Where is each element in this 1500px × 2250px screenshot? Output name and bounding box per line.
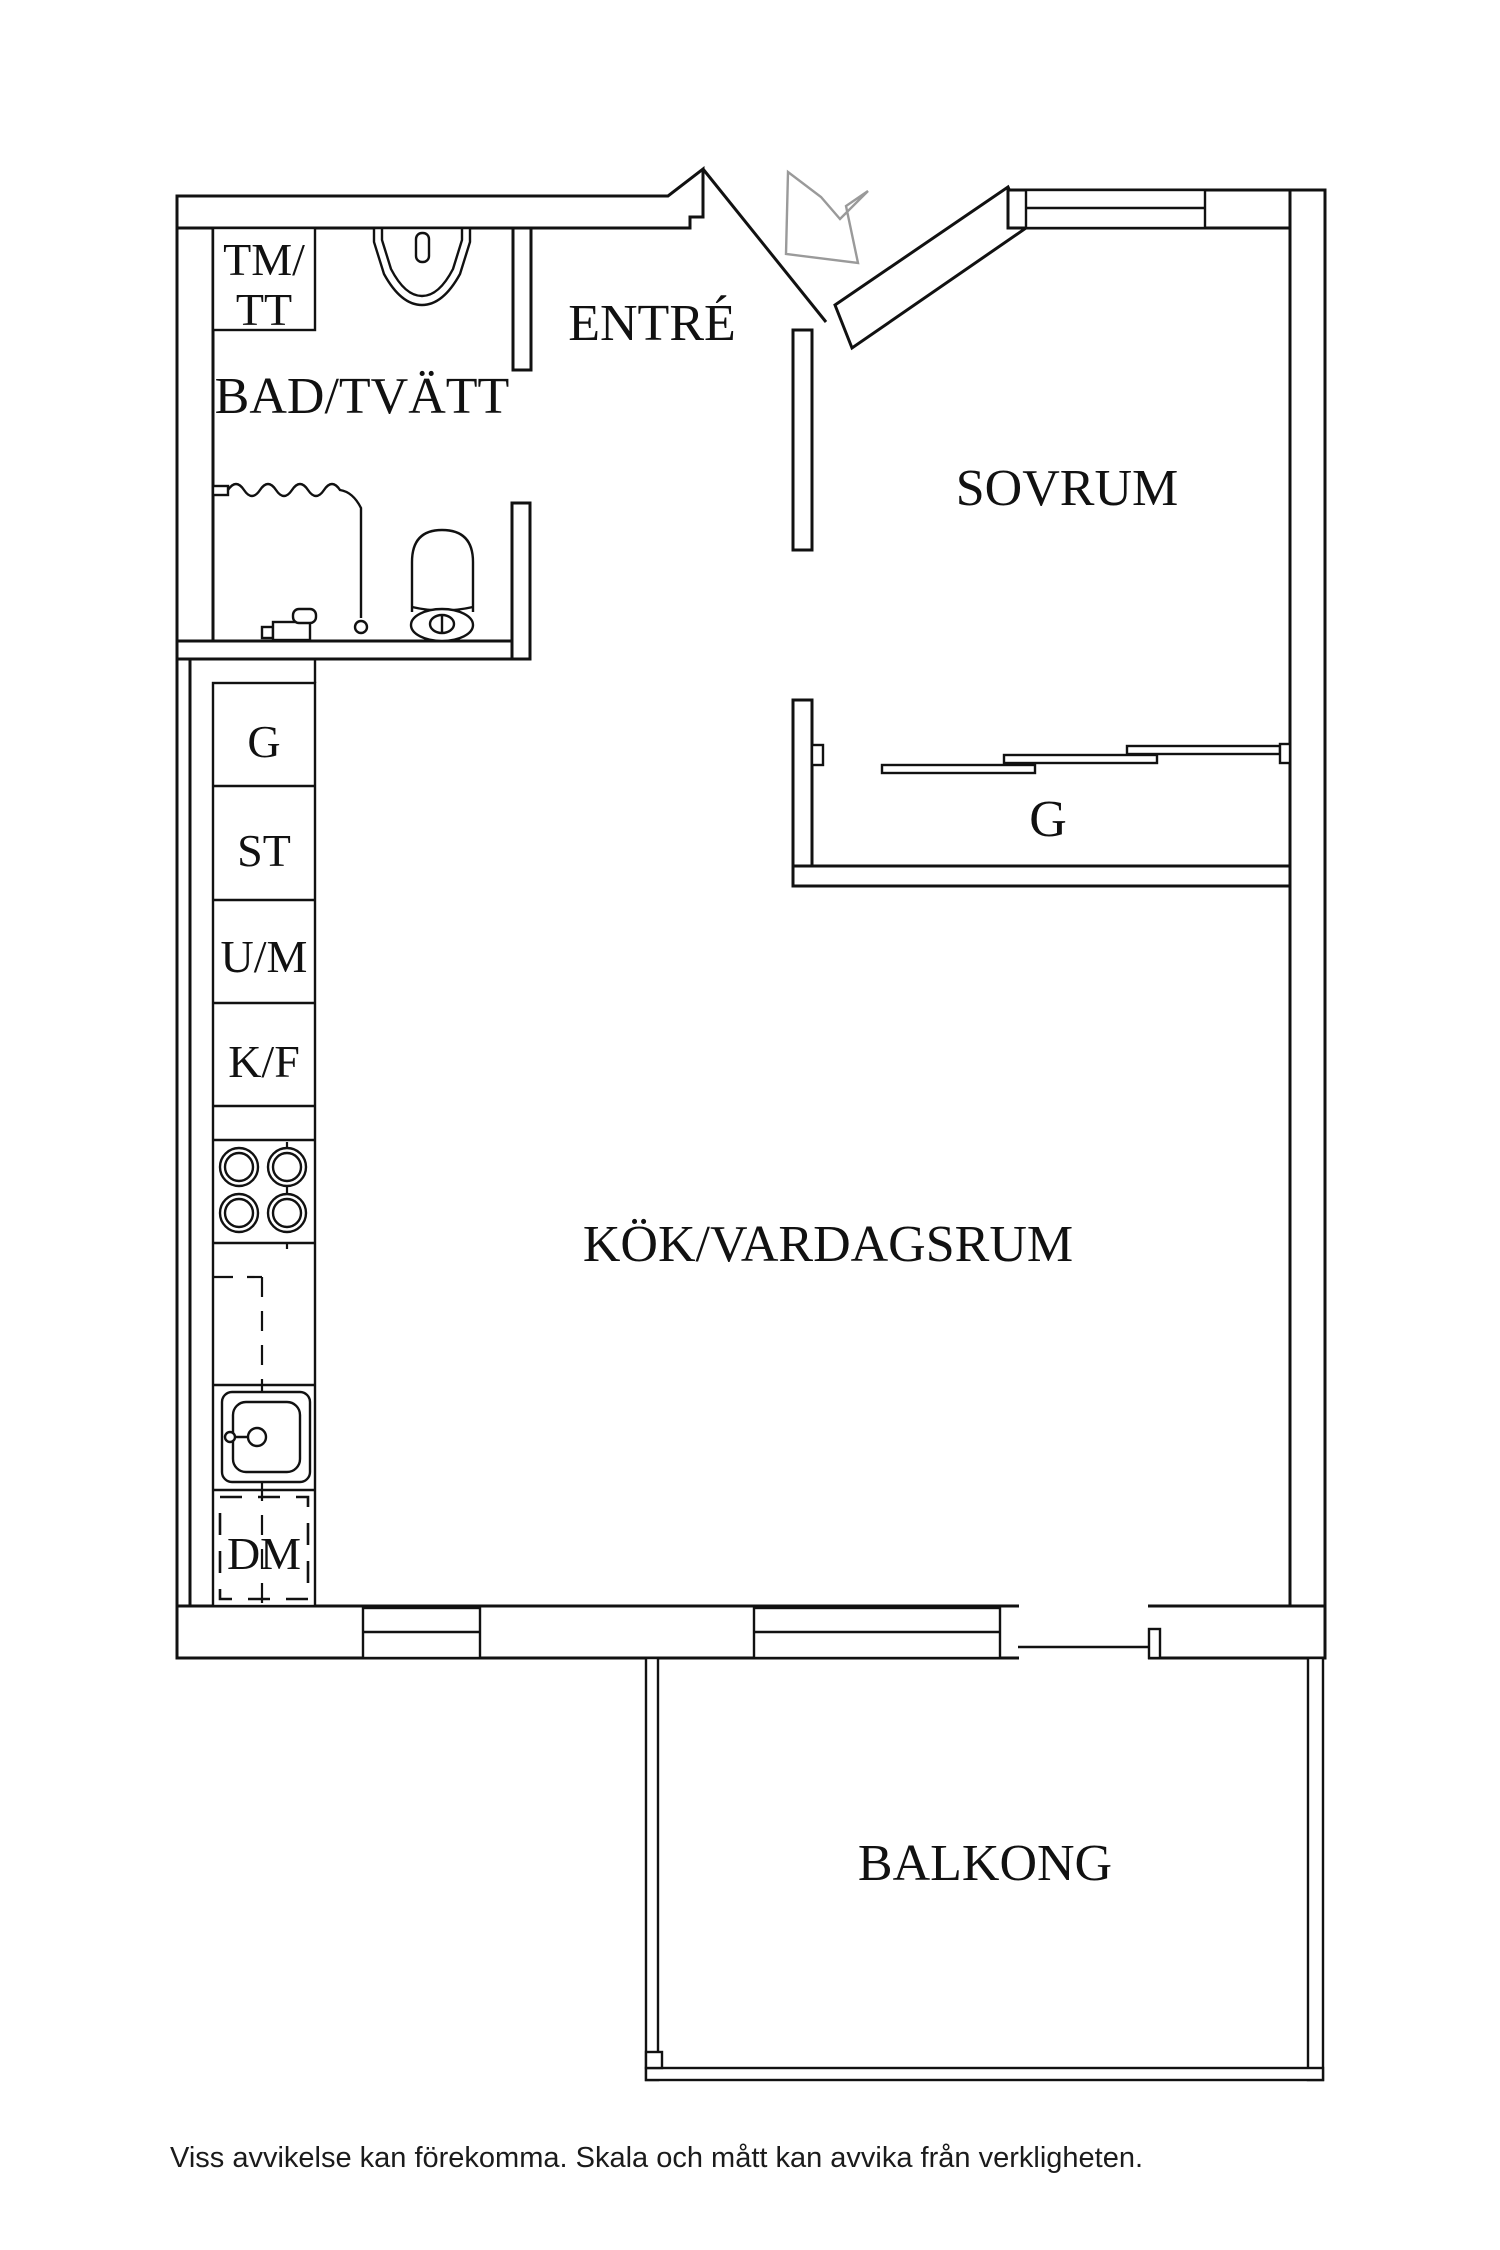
wall-bathroom-right-lower (512, 503, 530, 659)
wall-bedroom-bottom (793, 866, 1290, 886)
closet-label-g: G (247, 716, 281, 767)
mixer-knob (262, 627, 273, 638)
wall-diagonal-entry (835, 187, 1026, 348)
sink-faucet-base (248, 1428, 266, 1446)
wall-left-kitchen (177, 655, 190, 1658)
sliding-door-panel-1 (882, 765, 1035, 773)
shower-mixer-icon (262, 609, 316, 640)
wall-bedroom-west-upper (793, 330, 812, 550)
washer-dryer-label-line1: TM/ (223, 234, 305, 285)
washer-dryer-label-line2: TT (235, 284, 293, 335)
room-label-balcony: BALKONG (857, 1835, 1113, 1892)
wall-bedroom-west-lower (793, 700, 812, 886)
balcony-rail-left (646, 1658, 658, 2080)
toilet-icon (411, 530, 473, 641)
balcony-rail-right (1308, 1658, 1323, 2080)
burner-inner (273, 1199, 301, 1227)
washbasin-icon (374, 228, 470, 305)
toilet-tank (412, 530, 473, 612)
wall-bathroom-right-upper (513, 228, 531, 370)
mixer-handle (293, 609, 316, 623)
rod-end-knob (355, 621, 367, 633)
wardrobe-bedroom-label: G (1029, 791, 1067, 848)
curtain-and-rod (228, 484, 361, 618)
balcony-door-jamb (1149, 1629, 1160, 1658)
sliding-door-panel-2 (1004, 755, 1157, 763)
balcony-door-opening (1019, 1602, 1148, 1662)
burner-inner (225, 1199, 253, 1227)
room-label-bedroom: SOVRUM (955, 460, 1179, 517)
room-label-kitchen: KÖK/VARDAGSRUM (582, 1216, 1074, 1273)
entry-arrow-icon (786, 172, 868, 263)
wall-top-left (177, 169, 703, 228)
closet-label-dm: DM (226, 1528, 302, 1579)
room-label-entre: ENTRÉ (568, 295, 736, 352)
mixer-body (273, 622, 310, 640)
burner-inner (225, 1153, 253, 1181)
curtain-hook (213, 486, 228, 495)
washbasin-faucet (416, 233, 429, 262)
balcony-corner-post (646, 2052, 662, 2068)
kitchen-sink-icon (222, 1392, 310, 1482)
wall-bathroom-bottom (177, 641, 530, 659)
wall-notch-wardrobe-left (812, 745, 823, 765)
shower-curtain-icon (213, 484, 367, 633)
balcony-rail-bottom (646, 2068, 1323, 2080)
burner-inner (273, 1153, 301, 1181)
sink-faucet-end (225, 1432, 235, 1442)
sliding-door-panel-3 (1127, 746, 1280, 754)
closet-label-kf: K/F (228, 1036, 300, 1087)
room-label-bathroom: BAD/TVÄTT (214, 368, 510, 425)
wall-notch-wardrobe-right (1280, 744, 1290, 763)
wall-left-bathroom (177, 196, 213, 659)
closet-label-st: ST (237, 825, 291, 876)
wall-right (1290, 190, 1325, 1658)
disclaimer-text: Viss avvikelse kan förekomma. Skala och mått kan avvika från verkligheten. (170, 2142, 1144, 2174)
closet-label-um: U/M (220, 931, 308, 982)
